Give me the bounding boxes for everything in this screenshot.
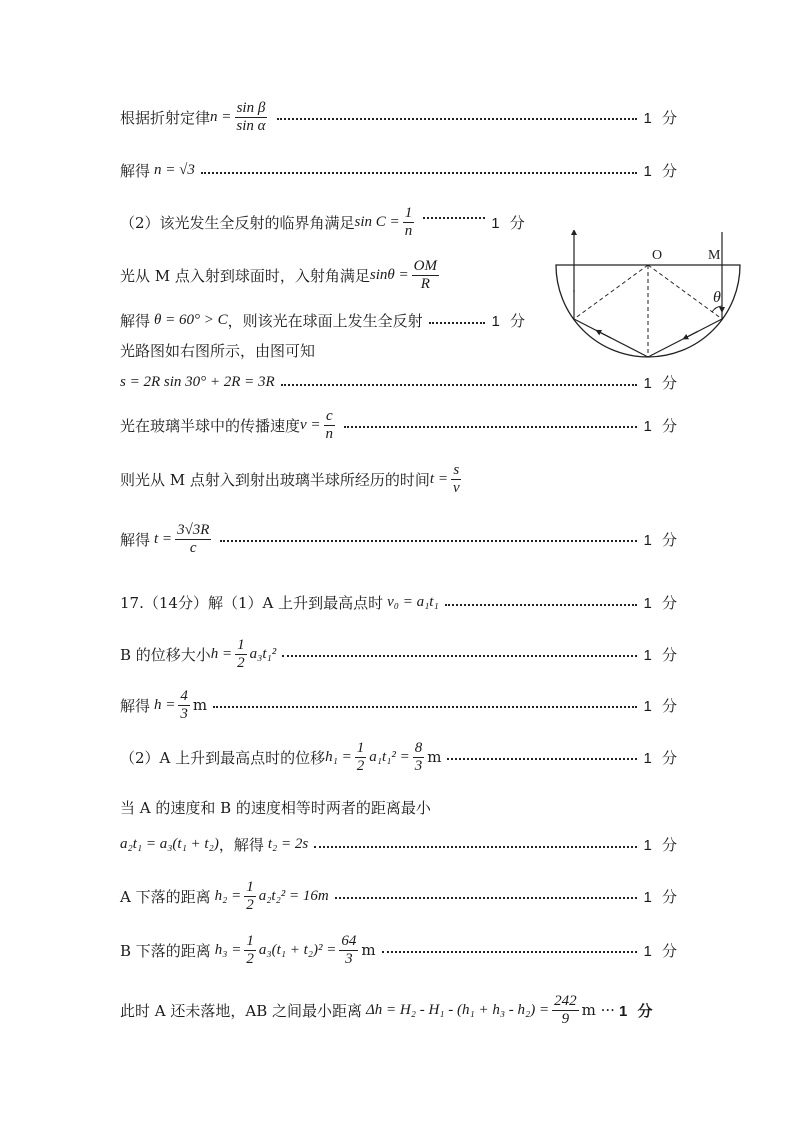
formula: Δh = H₂ - H₁ - (h₁ + h₃ - h₂) = (366, 1001, 550, 1018)
total-reflection-line (120, 310, 528, 331)
fraction (552, 993, 579, 1027)
numerator: s (453, 462, 460, 478)
formula: h = (154, 696, 176, 713)
formula: s = 2R sin 30° + 2R = 3R (120, 374, 275, 390)
radius-dashed (648, 265, 722, 319)
numerator: OM (413, 258, 437, 274)
unit: m ··· (581, 1001, 615, 1019)
formula: θ = 60° > C (154, 312, 228, 328)
dot-leader (429, 322, 486, 324)
dot-leader (445, 604, 638, 606)
label-theta: θ (713, 289, 721, 306)
label-m: M (708, 248, 721, 263)
fraction (175, 522, 211, 556)
score: 1 分 (643, 531, 680, 549)
score: 1 分 (643, 646, 680, 664)
score: 1 分 (643, 595, 680, 612)
dot-leader (220, 540, 637, 542)
fraction-2 (339, 933, 358, 967)
solve-n-line (120, 160, 680, 181)
line-text: 解得 (120, 696, 151, 715)
fraction (403, 205, 415, 239)
denominator: 2 (246, 950, 254, 967)
dot-leader (344, 426, 637, 428)
dot-leader (281, 384, 638, 386)
line-text: （2）A 上升到最高点时的位移 (120, 748, 326, 767)
score: 1 分 (643, 749, 680, 767)
denominator: R (420, 275, 430, 292)
b-displacement-line (120, 637, 680, 671)
a-fall-line (120, 879, 680, 913)
fraction (234, 100, 267, 134)
formula: v = (300, 416, 321, 433)
line-text: 光在玻璃半球中的传播速度 (120, 416, 301, 435)
numerator: sin β (236, 100, 266, 116)
line-text: 解得 (120, 162, 151, 180)
line-text: 此时 A 还未落地，AB 之间最小距离 (120, 1001, 362, 1020)
numerator: 1 (237, 637, 245, 653)
time-line (120, 462, 465, 496)
score: 1 分 (643, 417, 680, 435)
fraction (178, 688, 190, 722)
score: 1 分 (643, 888, 680, 906)
score: 1 分 (643, 163, 680, 180)
numerator: 1 (246, 933, 254, 949)
formula: t = (429, 470, 448, 487)
dot-leader (213, 706, 637, 708)
line-text: 根据折射定律 (120, 108, 211, 127)
theta-arc (712, 306, 722, 312)
dot-leader (447, 758, 637, 760)
score: 1 分 (643, 837, 680, 854)
numerator: 8 (414, 740, 423, 756)
numerator: 1 (246, 879, 254, 895)
line-text: （2）该光发生全反射的临界角满足 (120, 213, 355, 232)
denominator: 3 (414, 757, 423, 774)
score: 1 分 (643, 697, 680, 715)
q17-line (120, 592, 680, 613)
fraction (244, 879, 256, 913)
numerator: c (325, 408, 333, 424)
denominator: 9 (561, 1010, 570, 1027)
reflected-ray-arrow (598, 331, 611, 338)
path-length-line (120, 372, 680, 393)
solve-t-line (120, 522, 680, 556)
formula: v₀ = a₁t₁ (387, 594, 439, 610)
denominator: 2 (246, 896, 254, 913)
line-text: 光路图如右图所示，由图可知 (120, 342, 316, 360)
formula: h₂ = (214, 887, 242, 904)
dot-leader (423, 217, 485, 219)
line-text: 则光从 M 点射入到射出玻璃半球所经历的时间 (120, 470, 430, 489)
unit: m (361, 941, 376, 959)
line-text: 光从 M 点入射到球面时，入射角满足 (120, 266, 370, 285)
denominator: v (452, 479, 460, 496)
score: 1 分 (643, 109, 680, 127)
numerator: 242 (554, 993, 577, 1009)
formula-2: t₂ = 2s (267, 836, 309, 852)
incident-angle-line (120, 258, 442, 292)
min-distance-condition-line (120, 797, 431, 818)
formula-2: a₂t₂² = 16m (258, 887, 329, 904)
path-diagram-line (120, 340, 315, 361)
score: 1 分 (643, 375, 680, 392)
dot-leader (201, 172, 638, 174)
denominator: n (325, 425, 334, 442)
denominator: 2 (237, 654, 245, 671)
dot-leader (314, 846, 637, 848)
denominator: 3 (180, 705, 188, 722)
denominator: 3 (345, 950, 353, 967)
score: 1 分 (491, 214, 528, 232)
line-text: 解得 (120, 312, 151, 330)
solve-t2-line (120, 834, 680, 855)
numerator: 1 (356, 740, 365, 756)
unit: m (427, 748, 442, 766)
formula: h₃ = (214, 941, 242, 958)
critical-angle-line (120, 205, 528, 239)
denominator: sin α (236, 117, 266, 134)
label-o: O (652, 248, 663, 263)
fraction-2 (413, 740, 425, 774)
numerator: 64 (341, 933, 357, 949)
line-text: 当 A 的速度和 B 的速度相等时两者的距离最小 (120, 799, 431, 817)
dot-leader (282, 655, 637, 657)
a-rise-line (120, 740, 680, 774)
score: 1 分 (643, 942, 680, 960)
denominator: 2 (356, 757, 365, 774)
formula-2: a₃t₁² (249, 645, 277, 662)
score: 1 分 (618, 1002, 656, 1020)
formula: t = (154, 530, 173, 547)
speed-line (120, 408, 680, 442)
dot-leader (335, 897, 638, 899)
denominator: c (189, 539, 197, 556)
fraction (324, 408, 336, 442)
line-text: ，解得 (218, 836, 264, 854)
line-text: 17.（14分）解（1）A 上升到最高点时 (120, 594, 384, 612)
fraction (412, 258, 439, 292)
numerator: 4 (180, 688, 188, 704)
formula: a₂t₁ = a₃(t₁ + t₂) (120, 836, 219, 852)
fraction (244, 933, 256, 967)
formula-2: a₁t₁² = (369, 748, 410, 765)
line-text-2: ，则该光在球面上发生全反射 (227, 312, 423, 330)
fraction (235, 637, 247, 671)
numerator: 3√3R (177, 522, 210, 538)
reflected-ray-arrow (685, 331, 698, 338)
hemisphere-light-path-diagram (548, 230, 748, 370)
numerator: 1 (404, 205, 413, 221)
formula: h = (210, 645, 233, 662)
line-text: A 下落的距离 (120, 887, 211, 906)
line-text: 解得 (120, 530, 151, 549)
formula: n = √3 (154, 162, 195, 178)
radius-dashed (574, 265, 648, 319)
fraction (451, 462, 462, 496)
formula: sin C = (354, 213, 400, 230)
fraction (355, 740, 367, 774)
unit: m (192, 696, 208, 714)
line-text: B 的位移大小 (120, 645, 211, 664)
score: 1 分 (491, 313, 528, 330)
line-text: B 下落的距离 (120, 941, 211, 960)
dot-leader (277, 118, 638, 120)
formula: h₁ = (325, 748, 352, 765)
formula: sinθ = (369, 266, 409, 283)
dot-leader (382, 951, 638, 953)
b-fall-line (120, 933, 680, 967)
solve-h-line (120, 688, 680, 722)
formula-2: a₃(t₁ + t₂)² = (258, 941, 337, 958)
refraction-law-line (120, 100, 680, 134)
formula: n = (210, 108, 232, 125)
min-distance-line (120, 993, 655, 1027)
denominator: n (404, 222, 413, 239)
